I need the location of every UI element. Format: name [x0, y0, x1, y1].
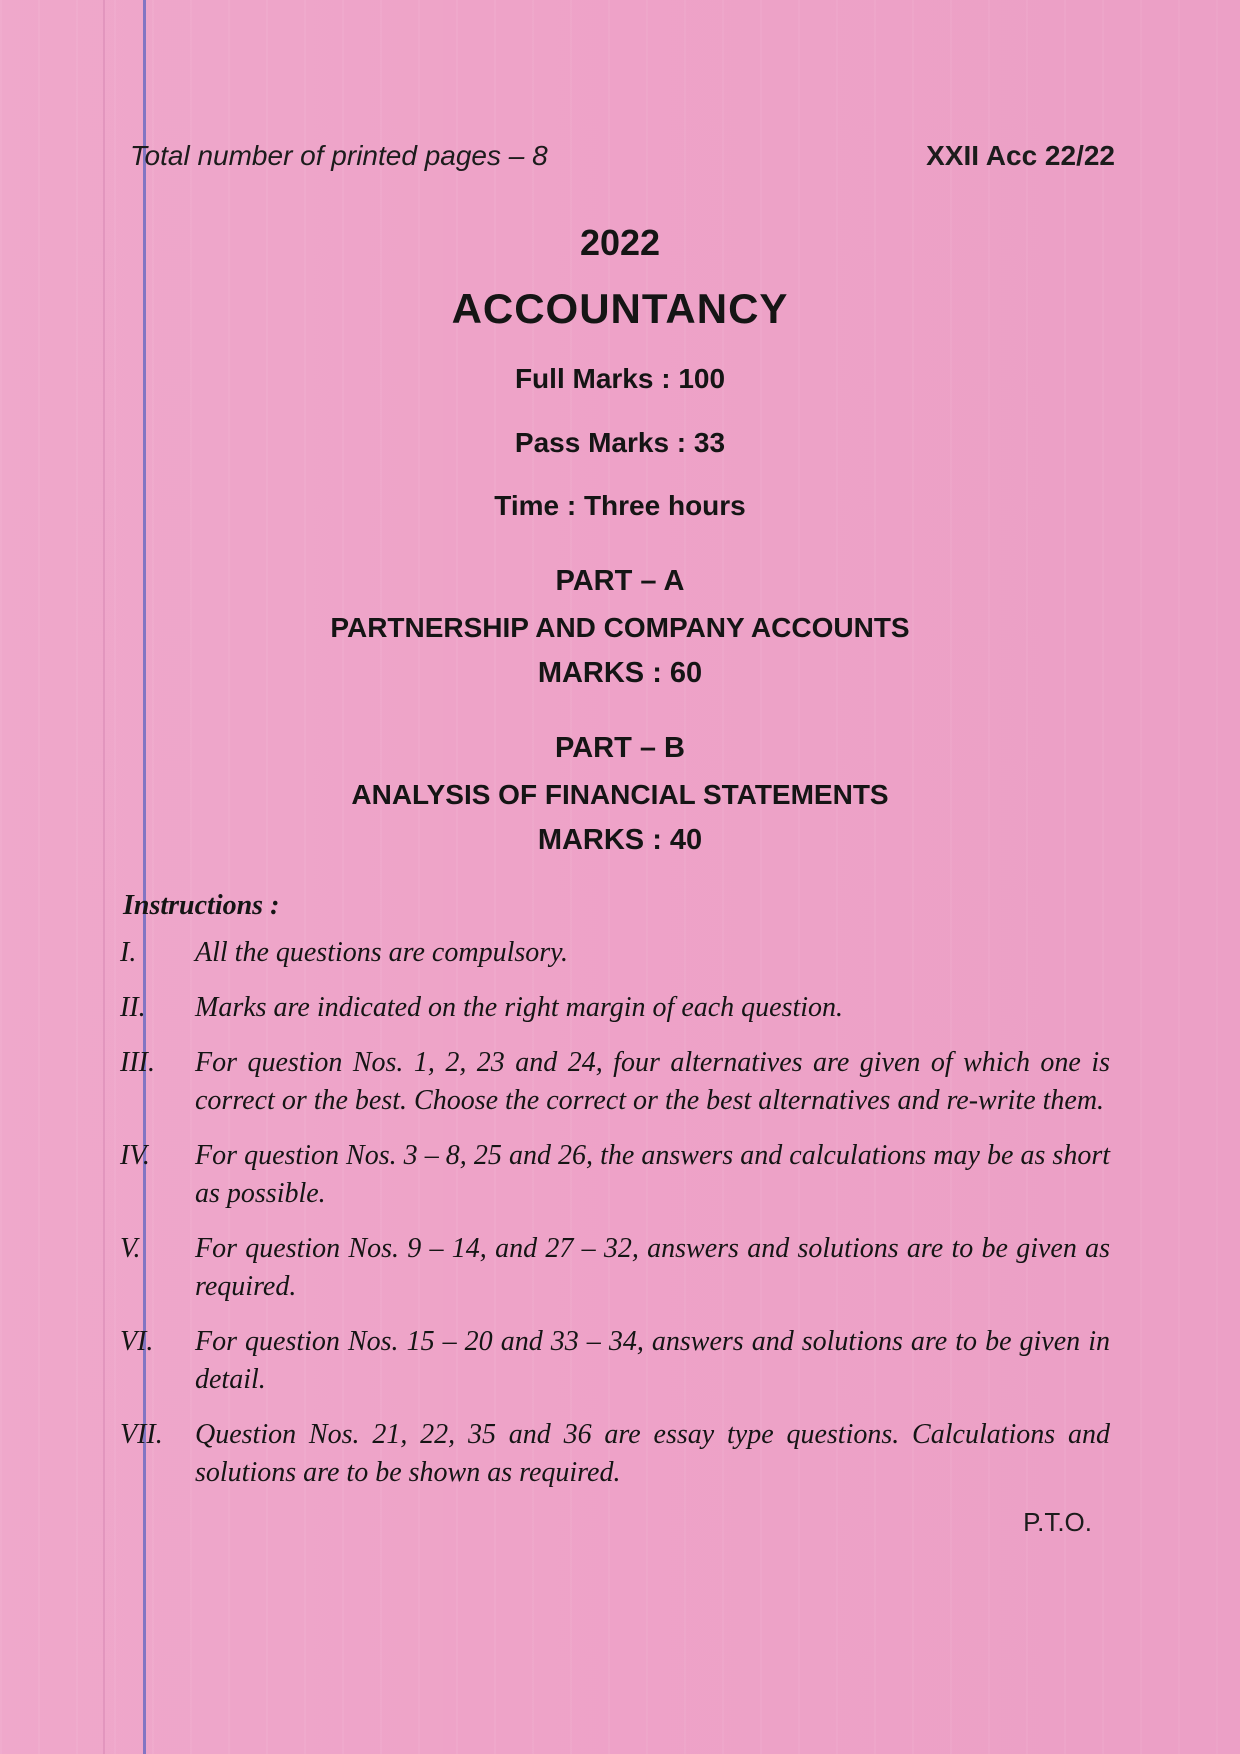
instruction-text: For question Nos. 9 – 14, and 27 – 32, answers and solutions are to be given as required.	[195, 1233, 1110, 1302]
instruction-item	[120, 989, 1110, 1027]
part-a-marks: MARKS : 60	[537, 657, 703, 689]
instructions-heading: Instructions :	[123, 890, 280, 921]
full-marks: Full Marks : 100	[514, 363, 726, 394]
instruction-text: Marks are indicated on the right margin of each question.	[195, 992, 844, 1023]
part-b-title: PART – B	[555, 732, 685, 764]
printed-pages-note: Total number of printed pages – 8	[130, 140, 548, 171]
instruction-item	[120, 1137, 1110, 1213]
exam-year: 2022	[579, 222, 661, 263]
instruction-number: I.	[120, 937, 137, 968]
pass-marks: Pass Marks : 33	[514, 427, 726, 458]
subject-title: ACCOUNTANCY	[451, 285, 789, 332]
instruction-text: Question Nos. 21, 22, 35 and 36 are essay type questions. Calculations and solutions are to be shown as required.	[195, 1419, 1110, 1488]
instruction-item	[120, 1230, 1110, 1306]
instruction-text: For question Nos. 3 – 8, 25 and 26, the answers and calculations may be as short as possible.	[195, 1140, 1110, 1209]
instruction-number: II.	[120, 992, 146, 1023]
instruction-item	[120, 1416, 1110, 1492]
instruction-number: III.	[120, 1047, 155, 1078]
instruction-text: For question Nos. 1, 2, 23 and 24, four alternatives are given of which one is correct or the best. Choose the correct or the best alternatives and re-write them.	[195, 1047, 1110, 1116]
instruction-item	[120, 1044, 1110, 1120]
exam-time: Time : Three hours	[494, 490, 746, 521]
paper-code: XXII Acc 22/22	[926, 140, 1115, 171]
instruction-text: For question Nos. 15 – 20 and 33 – 34, answers and solutions are to be given in detail.	[195, 1326, 1110, 1395]
page-header	[130, 140, 1115, 180]
instruction-number: VII.	[120, 1419, 163, 1450]
instruction-number: V.	[120, 1233, 141, 1264]
part-a-subtitle: PARTNERSHIP AND COMPANY ACCOUNTS	[330, 612, 910, 643]
please-turn-over: P.T.O.	[1023, 1507, 1092, 1537]
instruction-number: IV.	[120, 1140, 150, 1171]
instruction-number: VI.	[120, 1326, 154, 1357]
part-a-title: PART – A	[555, 565, 685, 597]
instruction-text: All the questions are compulsory.	[195, 937, 569, 968]
part-b-subtitle: ANALYSIS OF FINANCIAL STATEMENTS	[351, 779, 889, 810]
instruction-item	[120, 934, 1110, 972]
part-b-marks: MARKS : 40	[537, 824, 703, 856]
instruction-item	[120, 1323, 1110, 1399]
instructions-list	[120, 934, 1110, 1509]
